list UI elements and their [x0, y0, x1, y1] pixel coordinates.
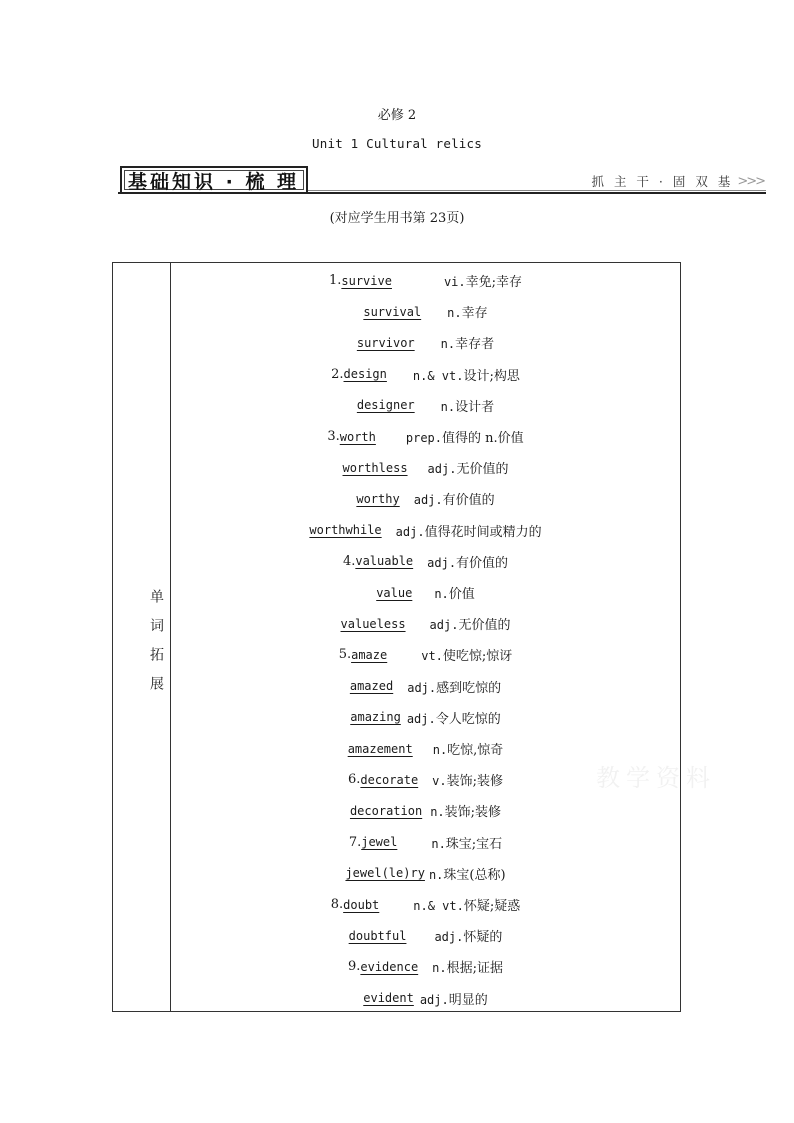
banner-tag-text: 抓 主 干 · 固 双 基 — [591, 174, 734, 189]
part-of-speech: n. — [432, 961, 447, 976]
banner-title: 基础知识 · 梳 理 — [128, 170, 300, 193]
vocab-number: 4. — [342, 553, 356, 569]
vocab-word: doubt — [343, 897, 380, 912]
vocabulary-table — [112, 262, 681, 1012]
vocab-word: amazed — [349, 679, 394, 694]
meaning-text: 装饰;装修 — [446, 774, 504, 790]
meaning-text: 幸免;幸存 — [465, 275, 523, 290]
part-of-speech: n. — [440, 399, 456, 414]
meaning-text: 无价值的 — [456, 462, 509, 478]
vocab-row — [171, 359, 680, 390]
meaning-text: 设计者 — [455, 399, 495, 415]
vocab-word: designer — [356, 398, 415, 413]
vocab-row — [171, 795, 680, 826]
meaning-text: 吃惊,惊奇 — [447, 743, 504, 758]
vocab-number: 9. — [347, 959, 361, 975]
vocab-word: value — [376, 585, 413, 600]
part-of-speech: n. — [431, 836, 446, 851]
part-of-speech: n. — [440, 337, 456, 352]
vocab-row — [171, 671, 680, 702]
vocab-number: 5. — [338, 647, 352, 663]
vocab-meaning — [447, 302, 487, 321]
meaning-text: 价值 — [448, 587, 475, 602]
meaning-text: 珠宝(总称) — [443, 867, 506, 883]
vocab-meaning — [420, 989, 488, 1008]
vocab-row — [171, 608, 680, 639]
vocab-meaning — [434, 583, 474, 602]
part-of-speech: n. — [432, 743, 448, 757]
meaning-text: 令人吃惊的 — [435, 711, 501, 727]
part-of-speech: adj. — [395, 524, 425, 539]
vocab-word: survive — [341, 273, 392, 288]
meaning-text: 无价值的 — [458, 618, 511, 634]
vocab-number: 6. — [347, 772, 361, 788]
vocab-word: doubtful — [348, 928, 407, 943]
meaning-text: 值得的 n.价值 — [442, 431, 524, 446]
vocab-word: valueless — [340, 616, 406, 631]
vocab-row — [171, 421, 680, 452]
vocab-meaning — [413, 365, 520, 384]
vocab-meaning — [414, 489, 495, 508]
vocab-meaning — [431, 833, 502, 852]
vocab-meaning — [421, 645, 512, 664]
vocabulary-rows — [171, 263, 680, 1011]
vocab-meaning — [432, 957, 503, 976]
vocab-row — [171, 296, 680, 327]
vocab-row — [171, 764, 680, 795]
banner-title-box — [120, 166, 308, 192]
vocab-row — [171, 390, 680, 421]
section-banner — [118, 166, 766, 194]
vocab-word: decorate — [360, 772, 419, 787]
vocab-number: 7. — [348, 834, 362, 850]
part-of-speech: n. — [434, 587, 449, 601]
vocab-word: design — [343, 367, 387, 382]
vocab-row — [171, 889, 680, 920]
vocab-row — [171, 639, 680, 670]
vocab-meaning — [432, 770, 503, 789]
vocab-meaning — [430, 801, 501, 820]
vocab-word: decoration — [349, 803, 423, 818]
vocab-word: survival — [363, 304, 422, 319]
vocab-row — [171, 983, 680, 1014]
meaning-text: 设计;构思 — [463, 368, 520, 384]
vocab-row — [171, 951, 680, 982]
part-of-speech: n. — [447, 306, 462, 321]
meaning-text: 幸存 — [461, 306, 488, 322]
vocab-row — [171, 577, 680, 608]
vocab-row — [171, 733, 680, 764]
vocab-word: amazing — [350, 710, 401, 725]
vocab-row — [171, 452, 680, 483]
part-of-speech: prep. — [405, 431, 442, 445]
vocab-number: 8. — [330, 897, 344, 912]
vocab-meaning — [406, 427, 524, 446]
meaning-text: 有价值的 — [456, 555, 509, 571]
meaning-text: 珠宝;宝石 — [445, 836, 503, 852]
banner-rule-thin — [308, 190, 766, 191]
meaning-text: 幸存者 — [455, 337, 495, 353]
meaning-text: 使吃惊;惊讶 — [442, 649, 513, 665]
vocab-meaning — [444, 271, 522, 290]
part-of-speech: n. — [430, 805, 445, 820]
part-of-speech: adj. — [434, 930, 464, 945]
vocab-row — [171, 327, 680, 358]
vocab-word: evident — [363, 991, 414, 1006]
vocab-word: worthwhile — [309, 523, 382, 538]
vocab-meaning — [396, 521, 542, 540]
meaning-text: 感到吃惊的 — [436, 680, 502, 696]
vocab-row — [171, 515, 680, 546]
vocab-row — [171, 920, 680, 951]
vocab-row — [171, 827, 680, 858]
vocab-row — [171, 858, 680, 889]
meaning-text: 值得花时间或精力的 — [424, 524, 542, 540]
triple-chevron-right-icon: >>> — [737, 173, 764, 189]
meaning-text: 怀疑;疑惑 — [463, 899, 521, 914]
vocab-meaning — [433, 739, 504, 758]
meaning-text: 装饰;装修 — [444, 805, 502, 821]
vocab-word: worth — [339, 429, 376, 444]
meaning-text: 根据;证据 — [446, 961, 504, 977]
vocab-number: 1. — [328, 273, 342, 288]
part-of-speech: adj. — [413, 493, 443, 508]
vocab-meaning — [407, 708, 501, 727]
vocab-meaning — [430, 614, 511, 633]
vocab-word: jewel(le)ry — [345, 866, 425, 881]
side-label: 单词拓展 — [148, 589, 164, 705]
vocab-number: 2. — [331, 366, 344, 382]
vocab-meaning — [428, 458, 509, 477]
vocab-word: jewel — [361, 835, 398, 850]
vocab-row — [171, 483, 680, 514]
vocab-meaning — [427, 552, 508, 571]
vocab-row — [171, 702, 680, 733]
vocab-word: amazement — [347, 741, 413, 756]
vocab-word: worthy — [356, 491, 400, 506]
vocab-row — [171, 546, 680, 577]
page-reference: (对应学生用书第 23页) — [329, 211, 465, 226]
part-of-speech: n.& vt. — [413, 899, 464, 913]
part-of-speech: adj. — [407, 680, 437, 695]
vocab-word: evidence — [360, 959, 419, 974]
meaning-text: 怀疑的 — [463, 930, 503, 946]
part-of-speech: adj. — [429, 618, 459, 633]
part-of-speech: n. — [428, 867, 444, 882]
watermark: 教学资料 — [596, 764, 716, 792]
vocab-meaning — [434, 926, 502, 945]
vocab-row — [171, 265, 680, 296]
meaning-text: 明显的 — [448, 992, 488, 1008]
vocab-meaning — [429, 864, 506, 883]
part-of-speech: adj. — [427, 462, 457, 477]
part-of-speech: vi. — [443, 275, 466, 289]
part-of-speech: v. — [432, 774, 447, 789]
vocab-meaning — [441, 396, 494, 415]
vocab-meaning — [413, 895, 520, 914]
side-column — [113, 263, 171, 1011]
part-of-speech: adj. — [419, 992, 449, 1007]
vocab-meaning — [407, 677, 501, 696]
book-title: 必修 2 — [377, 108, 417, 123]
banner-tag — [591, 172, 764, 190]
part-of-speech: adj. — [427, 555, 457, 570]
vocab-word: amaze — [351, 647, 388, 662]
vocab-meaning — [441, 333, 494, 352]
part-of-speech: adj. — [406, 711, 436, 726]
part-of-speech: n.& vt. — [412, 368, 464, 383]
unit-title: Unit 1 Cultural relics — [312, 136, 482, 151]
meaning-text: 有价值的 — [442, 493, 495, 509]
vocab-number: 3. — [327, 429, 340, 444]
vocab-word: worthless — [342, 460, 408, 475]
vocab-word: survivor — [356, 335, 415, 350]
part-of-speech: vt. — [421, 649, 443, 664]
vocab-word: valuable — [355, 554, 414, 569]
